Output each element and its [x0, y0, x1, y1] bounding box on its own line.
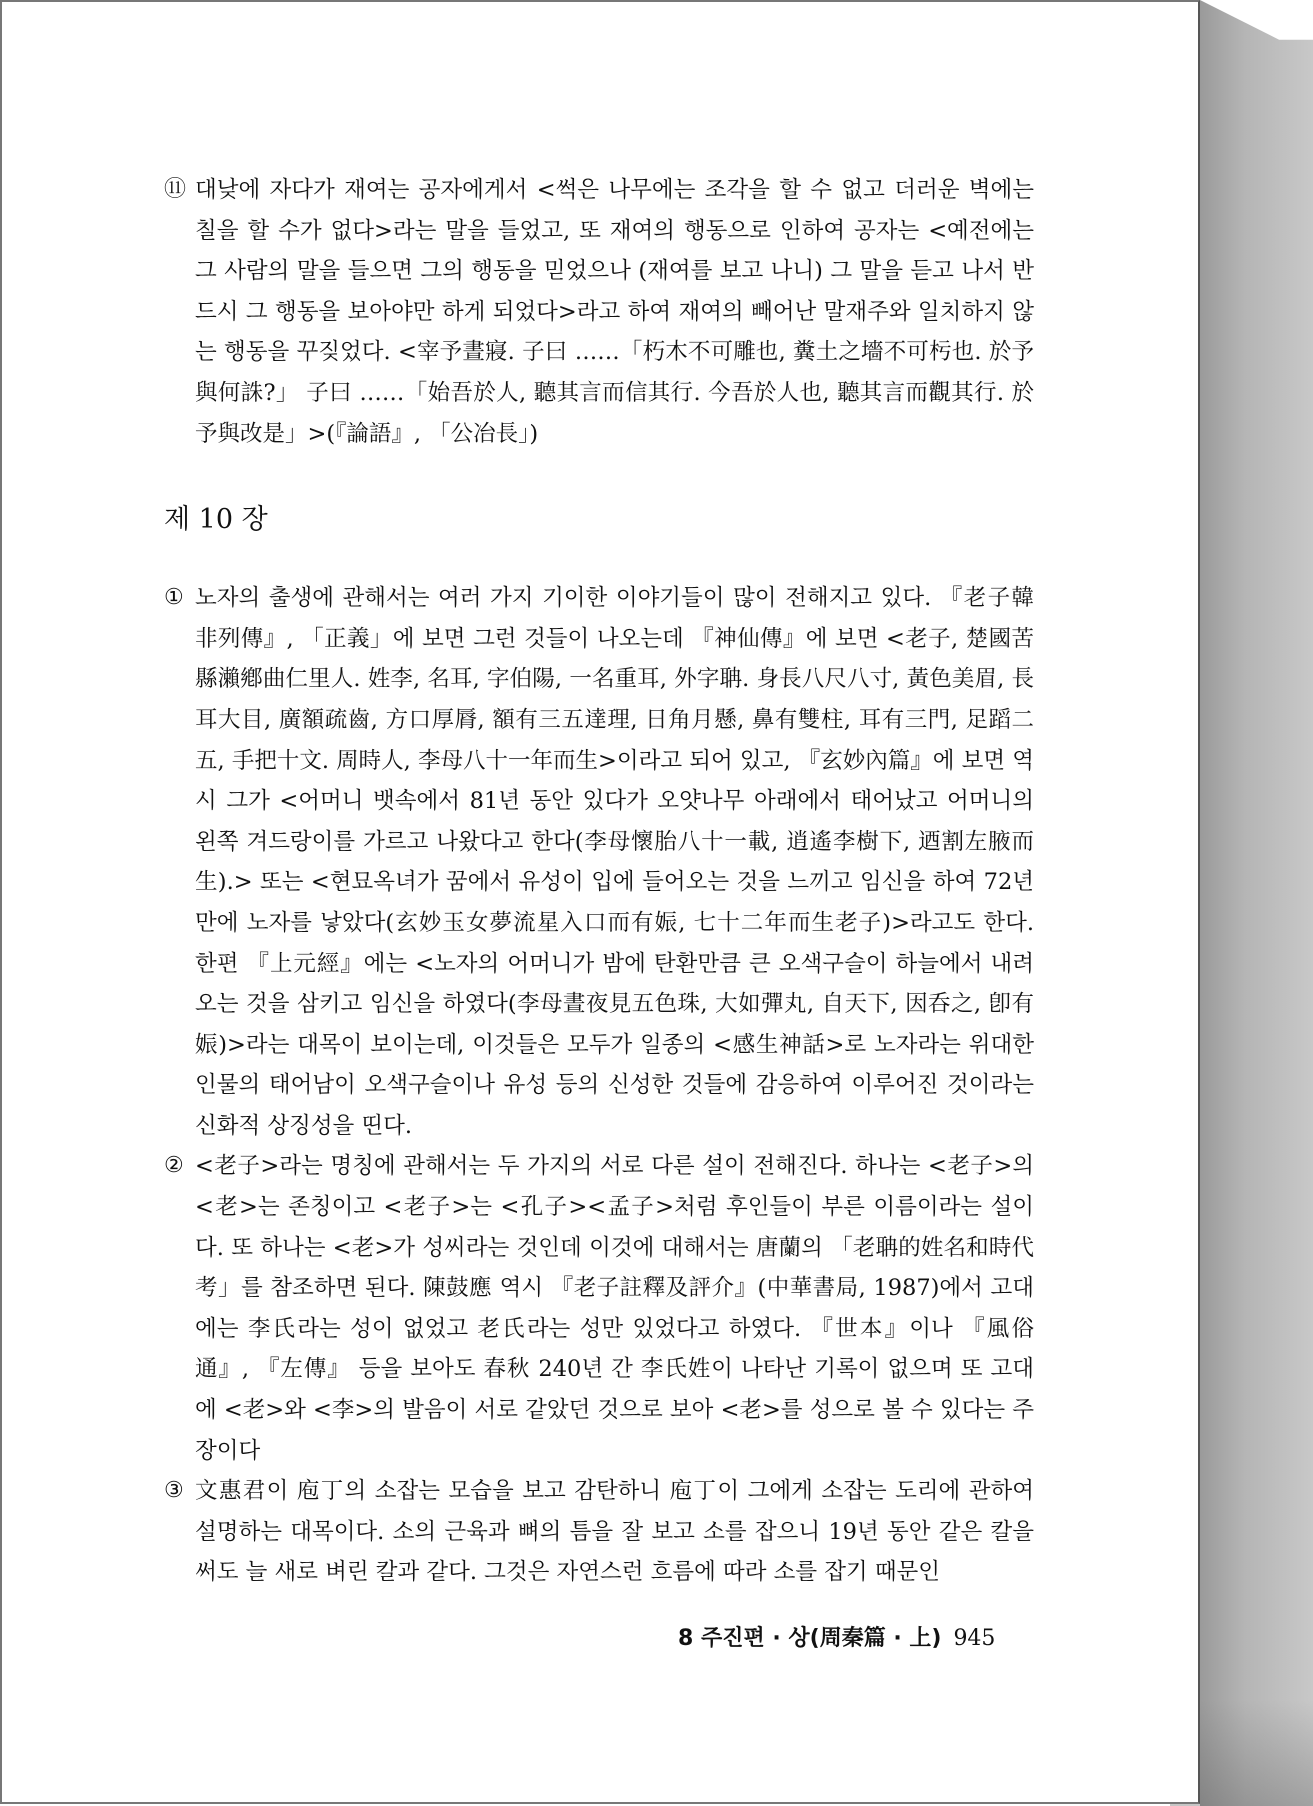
- page-content: [164, 170, 1034, 1593]
- book-page-edge: [1200, 0, 1313, 1806]
- endnote-11: [164, 170, 1034, 454]
- note-marker: ③: [164, 1478, 184, 1504]
- note-text: 文惠君이 庖丁의 소잡는 모습을 보고 감탄하니 庖丁이 그에게 소잡는 도리에 관하여 설명하는 대목이다. 소의 근육과 뼈의 틈을 잘 보고 소를 잡으니 19년 동안 같은 칼을 써도 늘 새로 벼린 칼과 같다. 그것은 자연스런 흐름에 따라 소를 잡기 때문인: [195, 1478, 1034, 1586]
- running-section-title: 8 주진편 · 상(周秦篇 · 上): [678, 1626, 942, 1651]
- endnote-1: [164, 578, 1034, 1146]
- note-marker: ⑪: [164, 177, 187, 202]
- note-marker: ①: [164, 585, 184, 611]
- endnote-2: [164, 1146, 1034, 1471]
- chapter-heading: 제 10 장: [164, 504, 268, 536]
- note-text: <老子>라는 명칭에 관해서는 두 가지의 서로 다른 설이 전해진다. 하나는 <老子>의 <老>는 존칭이고 <老子>는 <孔子><孟子>처럼 후인들이 부른 이름이라는 설이다. 또 하나는 <老>가 성씨라는 것인데 이것에 대해서는 唐蘭의 「老聃的姓名和時代考」를 참조하면 된다. 陳鼓應 역시 『老子註釋及評介』(中華書局, 1987)에서 고대에는 李氏라는 성이 없었고 老氏라는 성만 있었다고 하였다. 『世本』이나 『風俗通』, 『左傳』 등을 보아도 春秋 240년 간 李氏姓이 나타난 기록이 없으며 또 고대에 <老>와 <李>의 발음이 서로 같았던 것으로 보아 <老>를 성으로 볼 수 있다는 주장이다: [195, 1153, 1034, 1464]
- note-marker: ②: [164, 1153, 184, 1179]
- note-text: 대낮에 자다가 재여는 공자에게서 <썩은 나무에는 조각을 할 수 없고 더러운 벽에는 칠을 할 수가 없다>라는 말을 들었고, 또 재여의 행동으로 인하여 공자는 <예전에는 그 사람의 말을 들으면 그의 행동을 믿었으나 (재여를 보고 나니) 그 말을 듣고 나서 반드시 그 행동을 보아야만 하게 되었다>라고 하여 재여의 빼어난 말재주와 일치하지 않는 행동을 꾸짖었다. <宰予晝寢. 子曰 ……「朽木不可雕也, 糞土之墻不可杇也. 於予與何誅?」 子曰 ……「始吾於人, 聽其言而信其行. 今吾於人也, 聽其言而觀其行. 於予與改是」>(『論語』, 「公冶長」): [195, 177, 1034, 447]
- endnote-3: [164, 1471, 1034, 1593]
- page-footer: [678, 1624, 1078, 1654]
- note-text: 노자의 출생에 관해서는 여러 가지 기이한 이야기들이 많이 전해지고 있다. 『老子韓非列傳』, 「正義」에 보면 그런 것들이 나오는데 『神仙傳』에 보면 <老子, 楚國苦縣瀨鄕曲仁里人. 姓李, 名耳, 字伯陽, 一名重耳, 外字聃. 身長八尺八寸, 黃色美眉, 長耳大目, 廣額疏齒, 方口厚脣, 額有三五達理, 日角月懸, 鼻有雙柱, 耳有三門, 足蹈二五, 手把十文. 周時人, 李母八十一年而生>이라고 되어 있고, 『玄妙內篇』에 보면 역시 그가 <어머니 뱃속에서 81년 동안 있다가 오얏나무 아래에서 태어났고 어머니의 왼쪽 겨드랑이를 가르고 나왔다고 한다(李母懷胎八十一載, 逍遙李樹下, 迺割左腋而生).> 또는 <현묘옥녀가 꿈에서 유성이 입에 들어오는 것을 느끼고 임신을 하여 72년만에 노자를 낳았다(玄妙玉女夢流星入口而有娠, 七十二年而生老子)>라고도 한다. 한편 『上元經』에는 <노자의 어머니가 밤에 탄환만큼 큰 오색구슬이 하늘에서 내려오는 것을 삼키고 임신을 하였다(李母晝夜見五色珠, 大如彈丸, 自天下, 因呑之, 卽有娠)>라는 대목이 보이는데, 이것들은 모두가 일종의 <感生神話>로 노자라는 위대한 인물의 태어남이 오색구슬이나 유성 등의 신성한 것들에 감응하여 이루어진 것이라는 신화적 상징성을 띤다.: [195, 585, 1034, 1139]
- page-number: 945: [953, 1626, 996, 1651]
